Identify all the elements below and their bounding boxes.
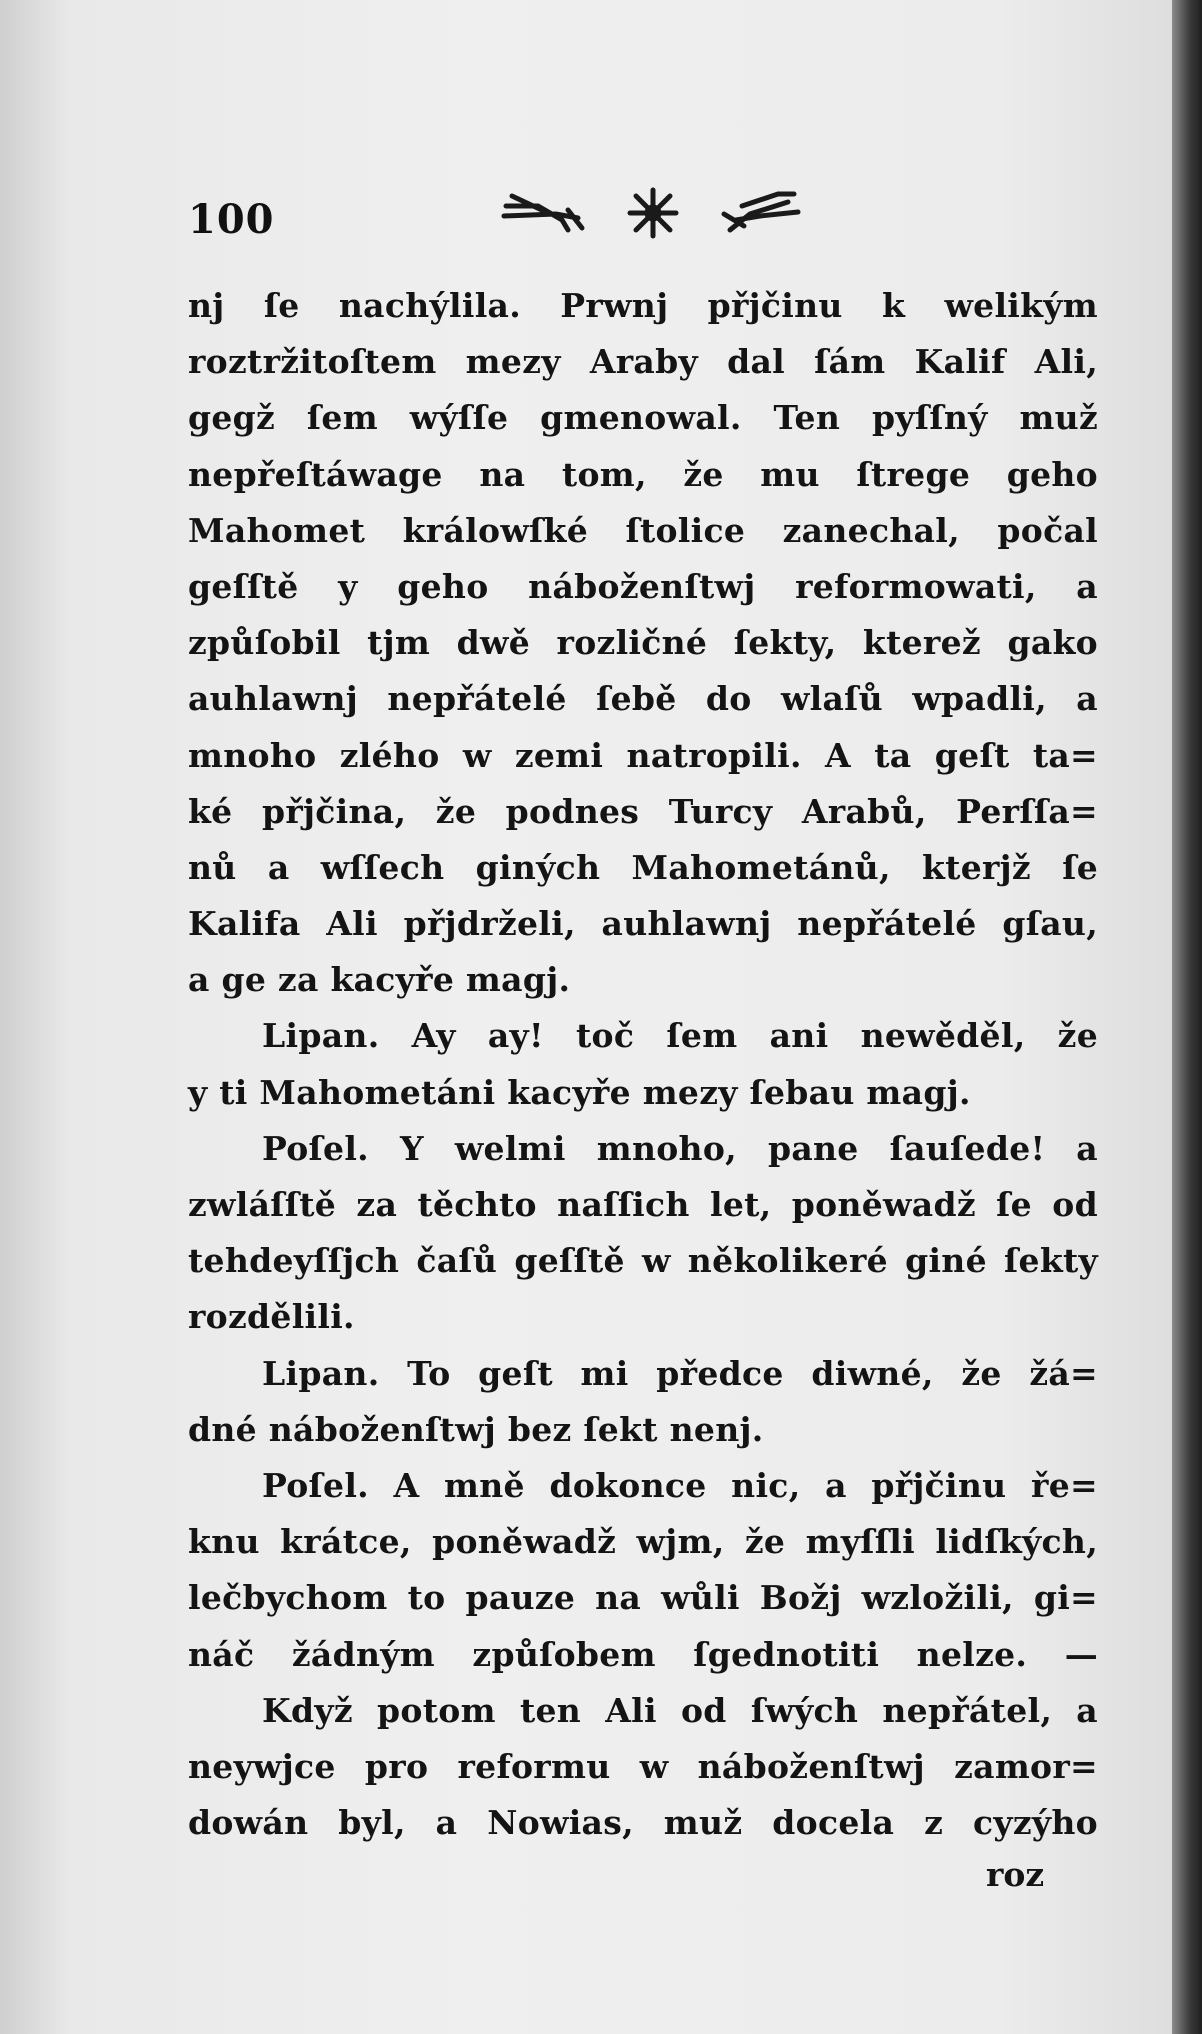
page-header [188,186,1088,246]
catchword: roz [986,1855,1045,1894]
text-line: lečbychom to pauze na wůli Božj wzložili, gi= [188,1578,1098,1618]
text-line: Lipan. Ay ay! toč ſem ani newěděl, že [262,1016,1098,1056]
text-line: nepřeſtáwage na tom, že mu ſtrege geho [188,454,1098,494]
text-line: ké přjčina, že podnes Turcy Arabů, Perſſa= [188,791,1098,831]
text-line: mnoho zlého w zemi natropili. A ta geſt ta= [188,735,1098,775]
page-number: 100 [188,196,275,243]
body-text [188,278,1098,1851]
text-line: Kalifa Ali přjdrželi, auhlawnj nepřátelé gſau, [188,904,1098,944]
text-line: náč žádným způſobem ſgednotiti nelze. — [188,1634,1098,1674]
text-line: roztržitoſtem mezy Araby dal ſám Kalif Ali, [188,342,1098,382]
text-line: tehdeyſſjch čaſů geſſtě w několikeré giné ſekty [188,1241,1098,1281]
text-line: rozdělili. [188,1297,355,1337]
text-line: Lipan. To geſt mi předce diwné, že žá= [262,1353,1098,1393]
text-line: neywjce pro reformu w náboženſtwj zamor= [188,1746,1098,1786]
text-line: dné náboženſtwj bez ſekt nenj. [188,1409,764,1449]
text-line: zwláſſtě za těchto naſſich let, poněwadž ſe od [188,1185,1098,1224]
book-gutter [1172,0,1202,2034]
ornament-icon [498,186,808,242]
text-line: gegž ſem wýſſe gmenowal. Ten pyſſný muž [188,398,1098,438]
star-flourish-icon [630,190,676,236]
hand-flourish-left-icon [504,196,582,230]
text-line: knu krátce, poněwadž wjm, že myſſli lidſkých, [188,1522,1098,1562]
hand-flourish-right-icon [724,194,798,230]
text-line: a ge za kacyře magj. [188,960,571,1000]
text-line: auhlawnj nepřátelé ſebě do wlaſů wpadli, a [188,679,1098,719]
text-line: Mahomet králowſké ſtolice zanechal, počal [188,510,1098,550]
text-line: způſobil tjm dwě rozličné ſekty, kterež gako [188,623,1098,663]
text-line: geſſtě y geho náboženſtwj reformowati, a [188,566,1098,606]
text-line: y ti Mahometáni kacyře mezy ſebau magj. [188,1072,971,1112]
text-line: nj ſe nachýlila. Prwnj přjčinu k welikým [188,286,1098,325]
text-line: nů a wſſech giných Mahometánů, kterjž ſe [188,847,1098,887]
text-line: Když potom ten Ali od ſwých nepřátel, a [262,1690,1098,1730]
text-line: Poſel. A mně dokonce nic, a přjčinu ře= [262,1465,1098,1505]
text-line: Poſel. Y welmi mnoho, pane ſauſede! a [262,1128,1098,1168]
text-line: dowán byl, a Nowias, muž docela z cyzýho [188,1803,1098,1843]
